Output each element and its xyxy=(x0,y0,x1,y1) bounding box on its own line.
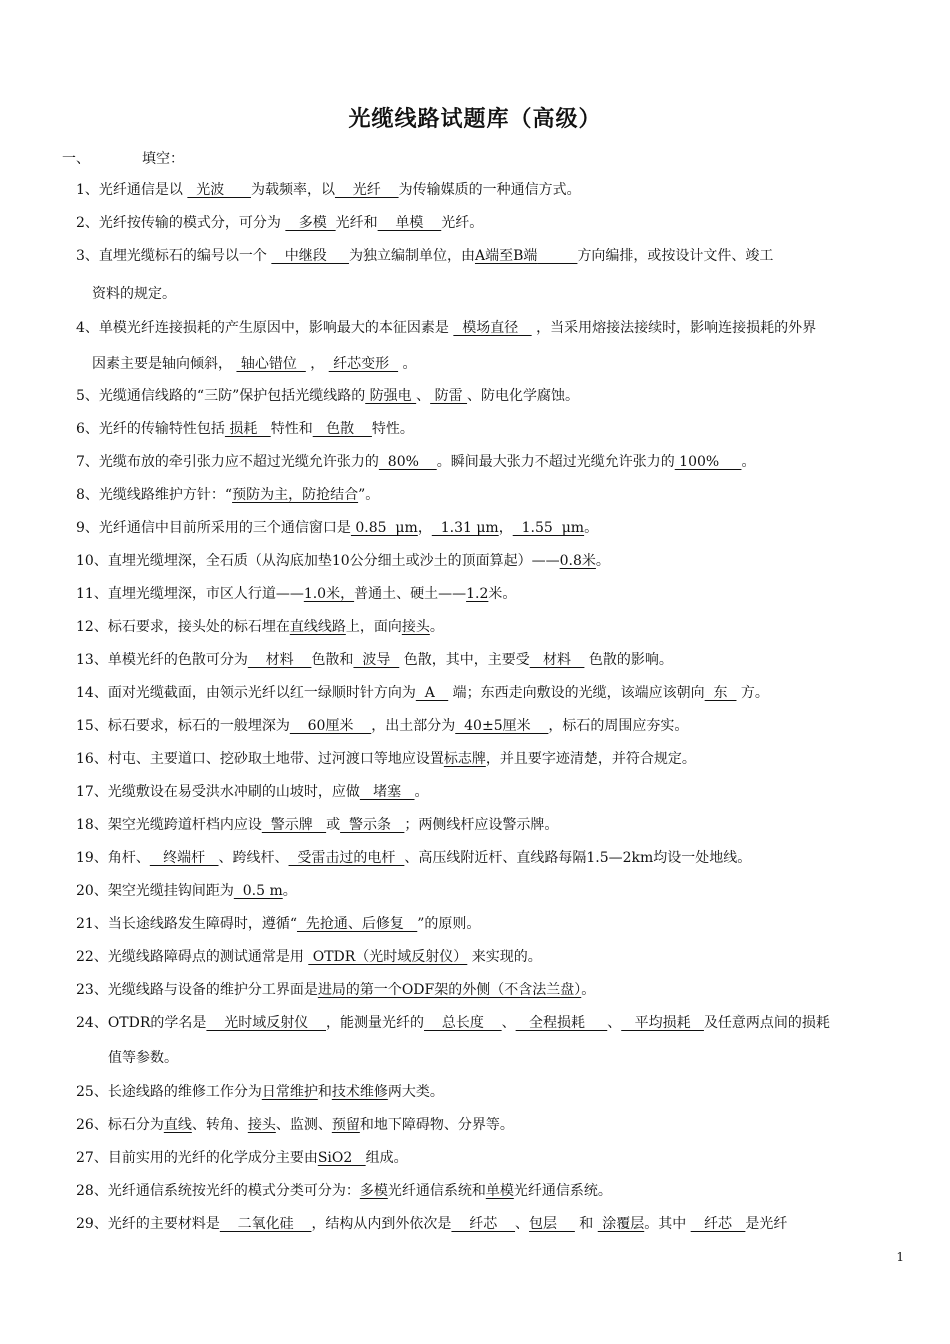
answer-blank: 终端杆 xyxy=(149,850,219,866)
answer-blank: 接头 xyxy=(247,1117,276,1133)
answer-blank: 直线 xyxy=(163,1117,192,1133)
answer-blank: 纤芯变形 xyxy=(328,356,399,372)
question-text: 7、光缆布放的牵引张力应不超过光缆允许张力的 xyxy=(76,454,379,470)
question-text: ， xyxy=(417,520,432,536)
question-text: 、 xyxy=(501,1015,516,1031)
question-text: 29、光纤的主要材料是 xyxy=(76,1216,220,1232)
answer-blank xyxy=(537,248,577,264)
answer-blank: 波导 xyxy=(353,652,400,668)
question-text: 。 xyxy=(414,784,429,800)
question-text: 为独立编制单位，由 xyxy=(348,248,475,264)
question-text: ，能测量光纤的 xyxy=(326,1015,425,1031)
question-line xyxy=(76,1214,910,1234)
question-text: 组成。 xyxy=(365,1150,408,1166)
answer-blank: 防强电 xyxy=(365,388,417,404)
question-text: 8、光缆线路维护方针：“ xyxy=(76,487,233,503)
question-text: 、监测、 xyxy=(275,1117,332,1133)
question-text: 。 xyxy=(429,619,444,635)
answer-blank: 1.31 μm xyxy=(431,520,499,536)
answer-blank: 全程损耗 xyxy=(515,1015,608,1031)
answer-blank: 涂覆层 xyxy=(597,1216,645,1232)
question-line xyxy=(76,683,910,703)
question-text: 14、面对光缆截面，由领示光纤以红一绿顺时针方向为 xyxy=(76,685,416,701)
answer-blank: 80% xyxy=(378,454,437,470)
answer-blank: OTDR（光时域反射仪） xyxy=(308,949,468,965)
answer-blank: 标志牌 xyxy=(443,751,486,767)
question-text: 20、架空光缆挂钩间距为 xyxy=(76,883,234,899)
question-text: 。 xyxy=(282,883,297,899)
answer-blank: 轴心错位 xyxy=(236,356,306,372)
answer-blank: 技术维修 xyxy=(331,1084,388,1100)
question-text: 28、光纤通信系统按光纤的模式分类可分为： xyxy=(76,1183,360,1199)
question-text: 或 xyxy=(326,817,341,833)
question-text: 11、直埋光缆埋深，市区人行道—— xyxy=(76,586,304,602)
question-text: ；两侧线杆应设警示牌。 xyxy=(404,817,559,833)
question-text: 。 xyxy=(584,520,599,536)
question-text: 。 xyxy=(581,982,596,998)
answer-blank: 0.85 μm xyxy=(350,520,418,536)
question-text: 21、当长途线路发生障碍时，遵循“ xyxy=(76,916,297,932)
question-text: 24、OTDR的学名是 xyxy=(76,1015,207,1031)
question-line xyxy=(76,914,910,934)
question-text: 2、光纤按传输的模式分，可分为 xyxy=(76,215,286,231)
question-text: 为载频率，以 xyxy=(250,182,335,198)
question-text: 是光纤 xyxy=(745,1216,788,1232)
answer-blank: 警示条 xyxy=(340,817,405,833)
question-text: 13、单模光纤的色散可分为 xyxy=(76,652,248,668)
question-text: 3、直埋光缆标石的编号以一个 xyxy=(76,248,272,264)
question-line xyxy=(76,551,910,571)
answer-blank: 多模 xyxy=(359,1183,388,1199)
answer-blank: 二氧化硅 xyxy=(219,1216,312,1232)
answer-blank: 总长度 xyxy=(424,1015,502,1031)
question-text: 26、标石分为 xyxy=(76,1117,164,1133)
question-text: 端；东西走向敷设的光缆，该端应该朝向 xyxy=(448,685,705,701)
answer-blank: 单模 xyxy=(485,1183,514,1199)
question-line xyxy=(76,980,910,1000)
answer-blank: A xyxy=(415,685,449,701)
answer-blank: 0.5 m xyxy=(233,883,283,899)
question-line xyxy=(76,1181,910,1201)
question-text: 10、直埋光缆埋深，全石质（从沟底加垫10公分细土或沙土的顶面算起）—— xyxy=(76,553,560,569)
question-line xyxy=(76,749,910,769)
question-text: 、 xyxy=(416,388,431,404)
question-text: 。其中 xyxy=(644,1216,691,1232)
section-number: 一、 xyxy=(62,151,90,167)
answer-blank: 包层 xyxy=(529,1216,575,1232)
answer-blank: 直线线路 xyxy=(289,619,346,635)
question-text: 特性和 xyxy=(270,421,313,437)
question-text: 18、架空光缆跨道杆档内应设 xyxy=(76,817,262,833)
question-text: 。 xyxy=(595,553,610,569)
question-text: 光纤通信系统和 xyxy=(387,1183,486,1199)
question-text: 因素主要是轴向倾斜， xyxy=(92,356,237,372)
question-text: 、跨线杆、 xyxy=(218,850,289,866)
answer-blank: 色散 xyxy=(312,421,372,437)
question-line xyxy=(76,584,910,604)
question-text: 、高压线附近杆、直线路每隔1.5—2km均设一处地线。 xyxy=(404,850,752,866)
question-text: 25、长途线路的维修工作分为 xyxy=(76,1084,262,1100)
answer-blank: 单模 xyxy=(377,215,442,231)
answer-blank: 先抢通、后修复 xyxy=(296,916,418,932)
answer-blank: 40±5厘米 xyxy=(455,718,549,734)
question-line xyxy=(76,180,910,200)
answer-blank: 1.0米， xyxy=(303,586,355,602)
document-title: 光缆线路试题库（高级） xyxy=(348,107,602,132)
question-text: 5、光缆通信线路的“三防”保护包括光缆线路的 xyxy=(76,388,366,404)
question-text: 12、标石要求，接头处的标石埋在 xyxy=(76,619,290,635)
question-text: ”的原则。 xyxy=(417,916,481,932)
answer-blank: 进局的第一个ODF架的外侧（不含法兰盘） xyxy=(317,982,582,998)
question-text: 两大类。 xyxy=(387,1084,444,1100)
question-text: 色散和 xyxy=(311,652,354,668)
question-text: 。 xyxy=(398,356,417,372)
section-label: 填空： xyxy=(142,151,184,167)
question-text: 来实现的。 xyxy=(467,949,542,965)
question-text: 和 xyxy=(574,1216,598,1232)
answer-blank: 纤芯 xyxy=(451,1216,516,1232)
question-line xyxy=(76,1148,910,1168)
question-line xyxy=(76,947,910,967)
question-text: 光纤通信系统。 xyxy=(513,1183,612,1199)
question-text: 色散，其中，主要受 xyxy=(399,652,530,668)
question-text: ，当采用熔接法接续时，影响连接损耗的外界 xyxy=(531,320,817,336)
answer-blank: 模场直径 xyxy=(453,320,532,336)
question-text: 17、光缆敷设在易受洪水冲刷的山坡时，应做 xyxy=(76,784,360,800)
question-text: 色散的影响。 xyxy=(584,652,673,668)
question-text: 1、光纤通信是以 xyxy=(76,182,188,198)
question-text: 23、光缆线路与设备的维护分工界面是 xyxy=(76,982,318,998)
question-line xyxy=(76,1013,910,1033)
question-text: 和地下障碍物、分界等。 xyxy=(359,1117,514,1133)
answer-blank: 100% xyxy=(674,454,742,470)
question-text: 、 xyxy=(515,1216,530,1232)
question-line xyxy=(76,617,910,637)
answer-blank: 材料 xyxy=(247,652,312,668)
answer-blank: 接头 xyxy=(401,619,430,635)
question-text: 22、光缆线路障碍点的测试通常是用 xyxy=(76,949,309,965)
question-line xyxy=(92,284,910,304)
question-text: ， xyxy=(305,356,329,372)
question-text: 。瞬间最大张力不超过光缆允许张力的 xyxy=(436,454,675,470)
question-text: 16、村屯、主要道口、挖砂取土地带、过河渡口等地应设置 xyxy=(76,751,444,767)
question-text: 、防电化学腐蚀。 xyxy=(467,388,580,404)
question-text: 光纤和 xyxy=(335,215,378,231)
question-text: ，出土部分为 xyxy=(371,718,456,734)
answer-blank: SiO2 xyxy=(317,1150,366,1166)
question-text: 方向编排，或按设计文件、竣工 xyxy=(577,248,774,264)
question-text: 15、标石要求，标石的一般埋深为 xyxy=(76,718,290,734)
answer-blank: 损耗 xyxy=(224,421,271,437)
question-text: 4、单模光纤连接损耗的产生原因中，影响最大的本征因素是 xyxy=(76,320,454,336)
question-line xyxy=(76,1082,910,1102)
question-line xyxy=(76,213,910,233)
answer-blank: 预防为主，防抢结合 xyxy=(232,487,359,503)
answer-blank: 多模 xyxy=(285,215,336,231)
question-text: 及任意两点间的损耗 xyxy=(703,1015,830,1031)
question-text: 方。 xyxy=(736,685,769,701)
answer-blank: 光纤 xyxy=(334,182,399,198)
question-text: ，结构从内到外依次是 xyxy=(311,1216,452,1232)
question-text: 米。 xyxy=(488,586,517,602)
answer-blank: 中继段 xyxy=(271,248,349,264)
question-text: 、 xyxy=(607,1015,622,1031)
question-text: 上，面向 xyxy=(345,619,402,635)
question-text: 27、目前实用的光纤的化学成分主要由 xyxy=(76,1150,318,1166)
answer-blank: A端至B端 xyxy=(474,248,538,264)
question-text: 值等参数。 xyxy=(108,1050,178,1066)
question-text: 为传输媒质的一种通信方式。 xyxy=(398,182,581,198)
answer-blank: 60厘米 xyxy=(289,718,372,734)
question-line xyxy=(76,518,910,538)
question-line xyxy=(76,881,910,901)
question-text: 9、光纤通信中目前所采用的三个通信窗口是 xyxy=(76,520,351,536)
answer-blank: 防雷 xyxy=(430,388,468,404)
answer-blank: 堵塞 xyxy=(359,784,415,800)
question-text: 、转角、 xyxy=(191,1117,248,1133)
question-line xyxy=(76,246,910,266)
question-text: ， xyxy=(498,520,513,536)
answer-blank: 平均损耗 xyxy=(621,1015,704,1031)
answer-blank: 0.8米 xyxy=(559,553,596,569)
question-line xyxy=(76,1115,910,1135)
question-text: 6、光纤的传输特性包括 xyxy=(76,421,225,437)
answer-blank: 预留 xyxy=(331,1117,360,1133)
page-number: 1 xyxy=(896,1250,904,1264)
answer-blank: 光波 xyxy=(187,182,251,198)
question-text: 普通土、硬土—— xyxy=(354,586,467,602)
answer-blank: 光时域反射仪 xyxy=(206,1015,327,1031)
question-text: 特性。 xyxy=(371,421,414,437)
question-line xyxy=(76,452,910,472)
question-text: ，标石的周围应夯实。 xyxy=(548,718,689,734)
question-line xyxy=(76,485,910,505)
answer-blank: 日常维护 xyxy=(261,1084,318,1100)
question-text: 。 xyxy=(741,454,756,470)
question-line xyxy=(76,419,910,439)
question-line xyxy=(108,1048,910,1068)
question-line xyxy=(76,318,910,338)
section-heading xyxy=(62,148,184,168)
answer-blank: 材料 xyxy=(529,652,585,668)
answer-blank: 1.2 xyxy=(466,586,489,602)
question-text: 和 xyxy=(317,1084,332,1100)
question-line xyxy=(76,815,910,835)
answer-blank: 东 xyxy=(704,685,737,701)
question-text: 19、角杆、 xyxy=(76,850,150,866)
question-text: 光纤。 xyxy=(441,215,484,231)
question-line xyxy=(76,386,910,406)
question-text: 资料的规定。 xyxy=(92,286,176,302)
answer-blank: 警示牌 xyxy=(261,817,327,833)
question-text: ，并且要字迹清楚，并符合规定。 xyxy=(485,751,696,767)
answer-blank: 纤芯 xyxy=(690,1216,746,1232)
question-line xyxy=(92,354,910,374)
question-line xyxy=(76,848,910,868)
question-line xyxy=(76,716,910,736)
answer-blank: 受雷击过的电杆 xyxy=(288,850,405,866)
answer-blank: 1.55 μm xyxy=(512,520,585,536)
question-text: ”。 xyxy=(358,487,380,503)
question-line xyxy=(76,782,910,802)
question-line xyxy=(76,650,910,670)
